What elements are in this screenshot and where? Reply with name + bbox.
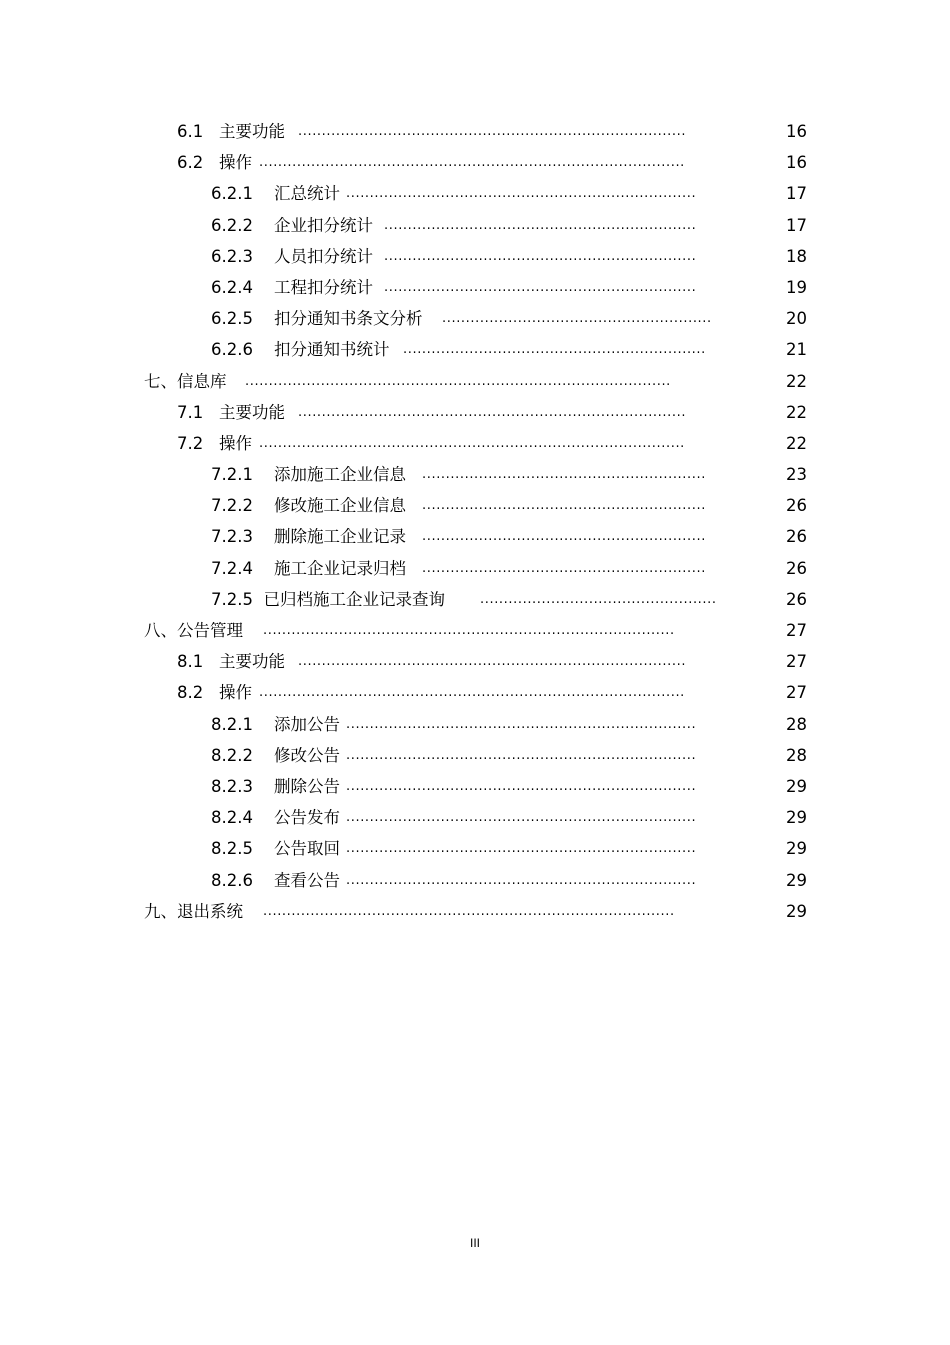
toc-entry-title: 操作 — [219, 433, 252, 453]
toc-entry[interactable] — [0, 242, 950, 273]
toc-dot-leader: .................................................................. — [384, 279, 697, 295]
toc-entry-title: 主要功能 — [219, 122, 285, 141]
toc-entry-title: 公告取回 — [273, 839, 340, 859]
toc-dot-leader: .......................................................................... — [346, 841, 697, 857]
toc-entry-title: 退出系统 — [177, 901, 243, 921]
toc-entry-number: 8.2.6 — [211, 870, 253, 890]
toc-entry-title: 修改施工企业信息 — [273, 496, 406, 516]
toc-dot-leader: .......................................................................................... — [245, 373, 671, 389]
toc-entry-title: 删除施工企业记录 — [273, 527, 406, 547]
toc-dot-leader: .......................................................................................... — [259, 155, 685, 171]
toc-entry-page: 16 — [786, 122, 807, 141]
toc-entry[interactable] — [0, 866, 950, 897]
toc-entry-title: 工程扣分统计 — [273, 277, 373, 297]
toc-entry-title: 添加施工企业信息 — [273, 465, 406, 485]
toc-entry[interactable] — [0, 678, 950, 709]
toc-entry-number: 8.2.4 — [211, 808, 253, 828]
toc-dot-leader: ............................................................ — [422, 529, 706, 545]
toc-entry-title: 已归档施工企业记录查询 — [263, 589, 445, 609]
toc-entry[interactable] — [0, 647, 950, 678]
toc-entry-number: 6.2.4 — [211, 277, 253, 297]
toc-dot-leader: .................................................................. — [384, 217, 697, 233]
toc-entry-page: 26 — [786, 589, 807, 609]
toc-entry-number: 7.2 — [177, 433, 204, 453]
toc-dot-leader: .......................................................................... — [346, 716, 697, 732]
toc-entry-title: 汇总统计 — [273, 184, 340, 204]
toc-entry-page: 27 — [786, 652, 807, 672]
toc-entry[interactable] — [0, 491, 950, 522]
toc-entry-number: 8.2.1 — [211, 714, 253, 734]
toc-entry-page: 26 — [786, 527, 807, 547]
toc-dot-leader: ............................................................ — [422, 498, 706, 514]
toc-entry-page: 28 — [786, 714, 807, 734]
toc-entry-page: 22 — [786, 402, 807, 422]
toc-entry-title: 操作 — [219, 153, 252, 173]
toc-dot-leader: .......................................................................................... — [259, 435, 685, 451]
toc-dot-leader: .................................................................. — [384, 248, 697, 264]
toc-entry-number: 九、 — [144, 901, 177, 921]
toc-entry-number: 7.1 — [177, 402, 204, 422]
toc-entry-page: 29 — [786, 901, 807, 921]
toc-entry-number: 6.2.1 — [211, 184, 253, 204]
toc-entry-number: 6.2 — [177, 153, 204, 173]
toc-dot-leader: ....................................................................................... — [263, 623, 675, 638]
toc-entry-page: 29 — [786, 808, 807, 828]
toc-entry-number: 6.2.5 — [211, 309, 253, 329]
toc-dot-leader: .......................................................................... — [346, 778, 697, 794]
toc-entry-number: 6.2.3 — [211, 246, 253, 266]
toc-dot-leader: .......................................................................... — [346, 872, 697, 888]
toc-entry[interactable] — [0, 741, 950, 772]
toc-entry-number: 7.2.1 — [211, 465, 253, 485]
toc-entry-page: 27 — [786, 621, 807, 640]
toc-entry-page: 20 — [786, 309, 807, 329]
toc-dot-leader: ......................................................... — [442, 311, 712, 327]
toc-entry-number: 7.2.3 — [211, 527, 253, 547]
toc-entry[interactable] — [0, 554, 950, 585]
toc-entry-number: 6.1 — [177, 122, 204, 141]
toc-entry[interactable] — [0, 179, 950, 210]
toc-entry[interactable] — [0, 616, 950, 647]
toc-dot-leader: .................................................................................. — [298, 124, 687, 139]
toc-entry-title: 公告管理 — [177, 621, 243, 640]
toc-dot-leader: ............................................................ — [422, 467, 706, 483]
toc-entry-title: 删除公告 — [273, 776, 340, 796]
toc-entry-title: 公告发布 — [273, 808, 340, 828]
toc-entry-title: 信息库 — [177, 371, 227, 391]
toc-entry[interactable] — [0, 398, 950, 429]
toc-entry-page: 29 — [786, 870, 807, 890]
toc-entry-number: 8.2.5 — [211, 839, 253, 859]
toc-entry-page: 17 — [786, 184, 807, 204]
toc-entry-number: 7.2.4 — [211, 558, 253, 578]
toc-entry-title: 修改公告 — [273, 745, 340, 765]
toc-dot-leader: .......................................................................... — [346, 747, 697, 763]
toc-dot-leader: .......................................................................... — [346, 810, 697, 826]
toc-entry[interactable] — [0, 460, 950, 491]
toc-entry-page: 16 — [786, 153, 807, 173]
toc-entry-number: 七、 — [144, 371, 177, 391]
toc-entry-page: 27 — [786, 683, 807, 703]
toc-entry-title: 施工企业记录归档 — [273, 558, 406, 578]
page-number: III — [469, 1236, 480, 1250]
table-of-contents — [0, 117, 950, 928]
toc-entry-number: 八、 — [144, 621, 177, 640]
toc-dot-leader: .......................................................................................... — [259, 685, 685, 701]
toc-entry[interactable] — [0, 117, 950, 148]
toc-dot-leader: ................................................................ — [403, 342, 706, 358]
toc-entry-number: 6.2.2 — [211, 215, 253, 235]
toc-dot-leader: ............................................................ — [422, 560, 706, 576]
toc-entry-title: 主要功能 — [219, 652, 285, 672]
toc-entry-page: 21 — [786, 340, 807, 360]
toc-entry-title: 查看公告 — [273, 870, 340, 890]
toc-entry[interactable] — [0, 367, 950, 398]
toc-entry[interactable] — [0, 304, 950, 335]
toc-dot-leader: .................................................................................. — [298, 654, 687, 670]
toc-entry-title: 主要功能 — [219, 402, 285, 422]
toc-dot-leader: .................................................. — [480, 591, 717, 607]
toc-entry[interactable] — [0, 335, 950, 366]
toc-entry[interactable] — [0, 585, 950, 616]
toc-entry-number: 6.2.6 — [211, 340, 253, 360]
toc-entry-page: 26 — [786, 496, 807, 516]
toc-dot-leader: .................................................................................. — [298, 404, 687, 420]
toc-entry-title: 扣分通知书条文分析 — [273, 309, 423, 329]
toc-entry-page: 22 — [786, 433, 807, 453]
toc-entry-number: 8.2 — [177, 683, 204, 703]
toc-entry-number: 7.2.5 — [211, 589, 253, 609]
toc-entry[interactable] — [0, 148, 950, 179]
toc-entry[interactable] — [0, 273, 950, 304]
toc-entry[interactable] — [0, 211, 950, 242]
toc-entry-number: 8.2.2 — [211, 745, 253, 765]
toc-entry-title: 操作 — [219, 683, 252, 703]
toc-entry-page: 23 — [786, 465, 807, 485]
toc-entry-page: 18 — [786, 246, 807, 266]
toc-entry[interactable] — [0, 522, 950, 553]
toc-entry[interactable] — [0, 834, 950, 865]
toc-entry-page: 26 — [786, 558, 807, 578]
toc-dot-leader: .......................................................................... — [346, 186, 697, 202]
toc-entry-number: 8.1 — [177, 652, 204, 672]
toc-entry-page: 19 — [786, 277, 807, 297]
toc-entry-number: 7.2.2 — [211, 496, 253, 516]
toc-entry-title: 添加公告 — [273, 714, 340, 734]
toc-entry-page: 29 — [786, 839, 807, 859]
toc-entry[interactable] — [0, 897, 950, 928]
toc-entry[interactable] — [0, 710, 950, 741]
toc-entry[interactable] — [0, 772, 950, 803]
toc-entry[interactable] — [0, 429, 950, 460]
toc-entry-page: 17 — [786, 215, 807, 235]
toc-entry-number: 8.2.3 — [211, 776, 253, 796]
toc-entry-page: 22 — [786, 371, 807, 391]
toc-entry-title: 人员扣分统计 — [273, 246, 373, 266]
toc-entry-page: 29 — [786, 776, 807, 796]
toc-dot-leader: ....................................................................................... — [263, 903, 675, 919]
toc-entry-page: 28 — [786, 745, 807, 765]
toc-entry-title: 扣分通知书统计 — [273, 340, 390, 360]
toc-entry-title: 企业扣分统计 — [273, 215, 373, 235]
toc-entry[interactable] — [0, 803, 950, 834]
